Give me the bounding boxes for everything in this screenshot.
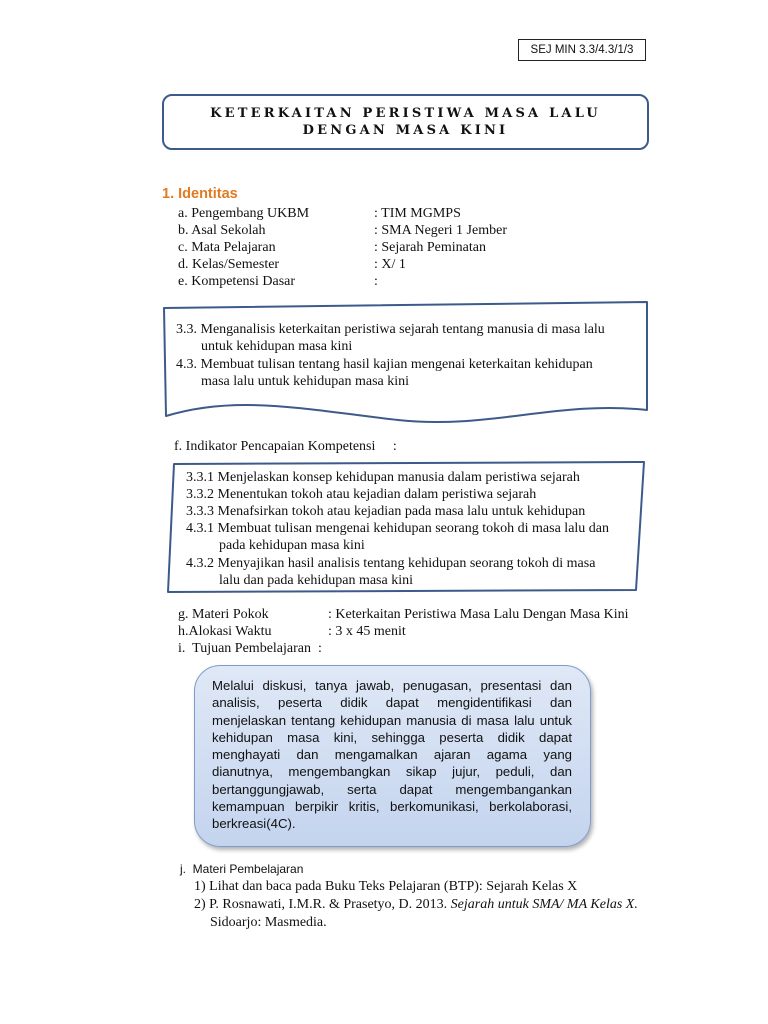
alokasi-waktu-label: h.Alokasi Waktu xyxy=(178,624,272,639)
identitas-value: : X/ 1 xyxy=(374,257,406,272)
indikator-text: Menentukan tokoh atau kejadian dalam peristiwa sejarah xyxy=(217,487,537,502)
identitas-value: : TIM MGMPS xyxy=(374,206,461,221)
indikator-text: Menjelaskan konsep kehidupan manusia dalam peristiwa sejarah xyxy=(217,470,580,485)
kompetensi-dasar-item xyxy=(176,321,605,338)
materi-pembelajaran-label: j. Materi Pembelajaran xyxy=(180,862,304,876)
identitas-label: e. Kompetensi Dasar xyxy=(178,274,296,289)
indikator-text-cont: pada kehidupan masa kini xyxy=(219,538,365,553)
tujuan-label: i. Tujuan Pembelajaran : xyxy=(178,641,322,656)
identitas-label: b. Asal Sekolah xyxy=(178,223,266,238)
kd-text: Membuat tulisan tentang hasil kajian mengenai keterkaitan kehidupan xyxy=(200,357,593,372)
indikator-number: 4.3.1 xyxy=(186,521,214,536)
materi-pokok-label: g. Materi Pokok xyxy=(178,607,269,622)
document-code: SEJ MIN 3.3/4.3/1/3 xyxy=(518,39,646,61)
indikator-item xyxy=(186,469,580,487)
tujuan-text: Melalui diskusi, tanya jawab, penugasan, presentasi dan analisis, peserta didik dapat mengidentifikasi dan menjelaskan tentang kehidupan manusia di masa lalu untuk kehidupan masa kini, sehingga peserta didik dapat menghayati dan mengamalkan ajaran agama yang dianutnya, mengembangkan sikap jujur, peduli, dan bertanggungjawab, serta dapat mengembangankan kemampuan berpikir kritis, berkomunikasi, berkolaborasi, berkreasi(4C). xyxy=(212,678,572,832)
indikator-item xyxy=(186,555,595,573)
indikator-number: 4.3.2 xyxy=(186,556,214,571)
kd-text: Menganalisis keterkaitan peristiwa sejarah tentang manusia di masa lalu xyxy=(200,322,605,337)
tujuan-pembelajaran-box xyxy=(194,665,591,847)
reference-text: P. Rosnawati, I.M.R. & Prasetyo, D. 2013. xyxy=(209,897,448,912)
indikator-item xyxy=(186,503,585,521)
identitas-label: c. Mata Pelajaran xyxy=(178,240,276,255)
reference-text-cont: Sidoarjo: Masmedia. xyxy=(210,915,327,930)
identitas-row xyxy=(178,222,507,239)
indikator-number: 3.3.1 xyxy=(186,470,214,485)
indikator-text: Membuat tulisan mengenai kehidupan seorang tokoh di masa lalu dan xyxy=(217,521,610,536)
reference-item xyxy=(194,878,577,896)
identitas-row xyxy=(178,239,486,256)
reference-book-title: Sejarah untuk SMA/ MA Kelas X. xyxy=(450,897,638,912)
section-identitas-title: 1. Identitas xyxy=(162,186,238,202)
materi-pokok-value: : Keterkaitan Peristiwa Masa Lalu Dengan Masa Kini xyxy=(328,607,629,622)
identitas-value: : xyxy=(374,274,378,289)
indikator-item xyxy=(186,486,536,504)
reference-number: 2) xyxy=(194,897,206,912)
identitas-row xyxy=(178,273,378,290)
title-line-1: KETERKAITAN PERISTIWA MASA LALU xyxy=(210,106,601,121)
indikator-item xyxy=(186,520,609,538)
materi-pokok-row xyxy=(178,606,629,623)
alokasi-waktu-value: : 3 x 45 menit xyxy=(328,624,406,639)
indikator-text: Menyajikan hasil analisis tentang kehidupan seorang tokoh di masa xyxy=(217,556,596,571)
title-line-2: DENGAN MASA KINI xyxy=(302,123,509,138)
identitas-value: : SMA Negeri 1 Jember xyxy=(374,223,507,238)
reference-text: Lihat dan baca pada Buku Teks Pelajaran (BTP): Sejarah Kelas X xyxy=(209,879,578,894)
identitas-row xyxy=(178,256,406,273)
indikator-text-cont: lalu dan pada kehidupan masa kini xyxy=(219,573,413,588)
kd-number: 3.3. xyxy=(176,322,197,337)
reference-item xyxy=(194,896,638,914)
identitas-label: a. Pengembang UKBM xyxy=(178,206,310,221)
kd-number: 4.3. xyxy=(176,357,197,372)
kd-text-cont: untuk kehidupan masa kini xyxy=(201,339,353,354)
kompetensi-dasar-item xyxy=(176,356,593,373)
identitas-label: d. Kelas/Semester xyxy=(178,257,280,272)
indikator-label: f. Indikator Pencapaian Kompetensi : xyxy=(174,439,397,454)
document-title xyxy=(162,94,649,150)
reference-number: 1) xyxy=(194,879,206,894)
identitas-row xyxy=(178,205,461,222)
indikator-number: 3.3.2 xyxy=(186,487,214,502)
indikator-number: 3.3.3 xyxy=(186,504,214,519)
kd-text-cont: masa lalu untuk kehidupan masa kini xyxy=(201,374,410,389)
identitas-value: : Sejarah Peminatan xyxy=(374,240,486,255)
alokasi-waktu-row xyxy=(178,623,406,640)
indikator-text: Menafsirkan tokoh atau kejadian pada masa lalu untuk kehidupan xyxy=(217,504,586,519)
